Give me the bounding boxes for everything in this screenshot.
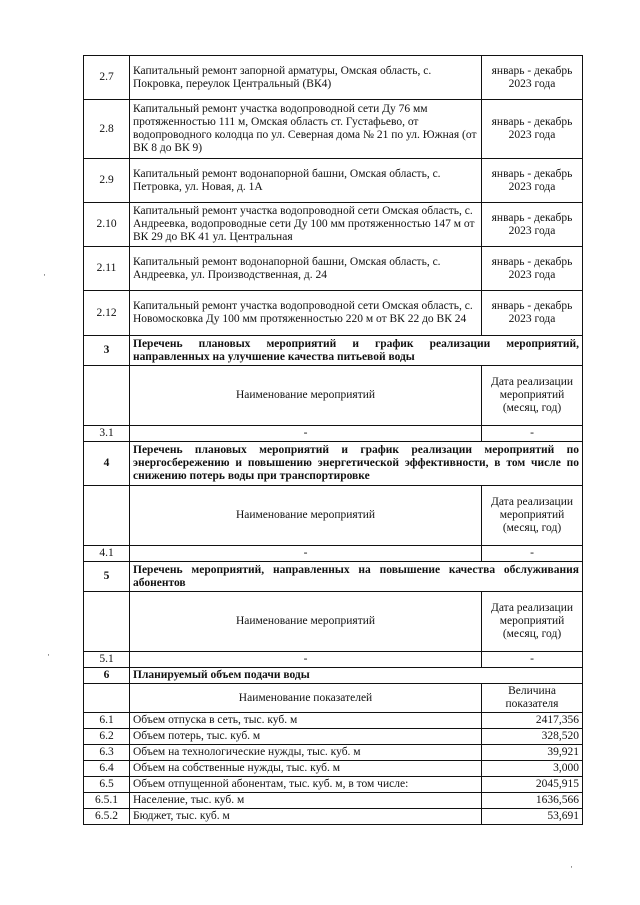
indicator-name: Население, тыс. куб. м [130, 793, 482, 809]
scan-speck: · [47, 650, 50, 660]
indicator-value: 328,520 [482, 729, 583, 745]
row-number: 6.1 [84, 713, 130, 729]
table-row [84, 247, 583, 291]
table-row [84, 777, 583, 793]
column-header-row [84, 684, 583, 713]
column-header-row [84, 366, 583, 426]
work-date: январь - декабрь 2023 года [482, 291, 583, 336]
table-row [84, 159, 583, 203]
row-number: 6.5.1 [84, 793, 130, 809]
section-header [84, 336, 583, 366]
column-header: Дата реализации мероприятий (месяц, год) [482, 592, 583, 652]
table-row [84, 729, 583, 745]
indicator-name: Бюджет, тыс. куб. м [130, 809, 482, 825]
table-row [84, 745, 583, 761]
row-number: 6.4 [84, 761, 130, 777]
work-name: Капитальный ремонт участка водопроводной сети Омская область, с. Новомосковка Ду 100 мм протяженностью 220 м от ВК 22 до ВК 24 [130, 291, 482, 336]
table-row [84, 793, 583, 809]
indicator-name: Объем на технологические нужды, тыс. куб. м [130, 745, 482, 761]
row-date: - [482, 652, 583, 668]
indicator-name: Объем отпуска в сеть, тыс. куб. м [130, 713, 482, 729]
work-date: январь - декабрь 2023 года [482, 159, 583, 203]
table-row [84, 809, 583, 825]
scan-speck: · [570, 862, 573, 872]
work-date: январь - декабрь 2023 года [482, 56, 583, 100]
row-name: - [130, 546, 482, 562]
work-name: Капитальный ремонт водонапорной башни, Омская область, с. Андреевка, ул. Производственная, д. 24 [130, 247, 482, 291]
work-name: Капитальный ремонт водонапорной башни, Омская область, с. Петровка, ул. Новая, д. 1А [130, 159, 482, 203]
row-number: 4.1 [84, 546, 130, 562]
section-number: 4 [84, 442, 130, 486]
indicator-value: 39,921 [482, 745, 583, 761]
document-table [83, 55, 583, 825]
indicator-name: Объем на собственные нужды, тыс. куб. м [130, 761, 482, 777]
work-name: Капитальный ремонт запорной арматуры, Омская область, с. Покровка, переулок Центральный (ВК4) [130, 56, 482, 100]
section-header [84, 668, 583, 684]
column-header: Наименование мероприятий [130, 366, 482, 426]
section-number: 5 [84, 562, 130, 592]
column-header: Дата реализации мероприятий (месяц, год) [482, 366, 583, 426]
scan-speck: · [43, 270, 46, 280]
row-number: 2.10 [84, 203, 130, 247]
table-row [84, 100, 583, 159]
row-number: 3.1 [84, 426, 130, 442]
row-number: 2.9 [84, 159, 130, 203]
row-number: 2.8 [84, 100, 130, 159]
indicator-value: 3,000 [482, 761, 583, 777]
column-header: Наименование мероприятий [130, 486, 482, 546]
column-header: Дата реализации мероприятий (месяц, год) [482, 486, 583, 546]
column-header: Наименование мероприятий [130, 592, 482, 652]
row-number: 5.1 [84, 652, 130, 668]
row-number: 6.3 [84, 745, 130, 761]
row-number: 6.5.2 [84, 809, 130, 825]
row-number: 2.11 [84, 247, 130, 291]
row-number: 2.12 [84, 291, 130, 336]
section-header [84, 562, 583, 592]
row-number: 6.2 [84, 729, 130, 745]
work-name: Капитальный ремонт участка водопроводной сети Ду 76 мм протяженностью 111 м, Омская область ст. Густафьево, от водопроводного колодца по ул. Северная дома № 21 по ул. Южная (от ВК 8 до ВК 9) [130, 100, 482, 159]
row-number: 6.5 [84, 777, 130, 793]
section-title: Планируемый объем подачи воды [130, 668, 583, 684]
indicator-value: 1636,566 [482, 793, 583, 809]
work-date: январь - декабрь 2023 года [482, 247, 583, 291]
work-name: Капитальный ремонт участка водопроводной сети Омская область, с. Андреевка, водопроводные сети Ду 100 мм протяженностью 147 м от ВК 29 до ВК 41 ул. Центральная [130, 203, 482, 247]
table-row [84, 652, 583, 668]
table-row [84, 426, 583, 442]
table-row [84, 291, 583, 336]
row-date: - [482, 546, 583, 562]
table-row [84, 546, 583, 562]
row-number: 2.7 [84, 56, 130, 100]
indicator-name: Объем отпущенной абонентам, тыс. куб. м, в том числе: [130, 777, 482, 793]
column-header-row [84, 486, 583, 546]
section-title: Перечень мероприятий, направленных на повышение качества обслуживания абонентов [130, 562, 583, 592]
indicator-value: 2417,356 [482, 713, 583, 729]
row-date: - [482, 426, 583, 442]
column-header-row [84, 592, 583, 652]
section-title: Перечень плановых мероприятий и график реализации мероприятий по энергосбережению и повышению энергетической эффективности, в том числе по снижению потерь воды при транспортировке [130, 442, 583, 486]
work-date: январь - декабрь 2023 года [482, 203, 583, 247]
indicator-value: 2045,915 [482, 777, 583, 793]
section-number: 6 [84, 668, 130, 684]
column-header: Величина показателя [482, 684, 583, 713]
table-row [84, 203, 583, 247]
column-header: Наименование показателей [130, 684, 482, 713]
indicator-name: Объем потерь, тыс. куб. м [130, 729, 482, 745]
row-name: - [130, 652, 482, 668]
table-row [84, 56, 583, 100]
section-number: 3 [84, 336, 130, 366]
row-name: - [130, 426, 482, 442]
work-date: январь - декабрь 2023 года [482, 100, 583, 159]
table-row [84, 713, 583, 729]
section-title: Перечень плановых мероприятий и график реализации мероприятий, направленных на улучшение качества питьевой воды [130, 336, 583, 366]
table-row [84, 761, 583, 777]
indicator-value: 53,691 [482, 809, 583, 825]
section-header [84, 442, 583, 486]
